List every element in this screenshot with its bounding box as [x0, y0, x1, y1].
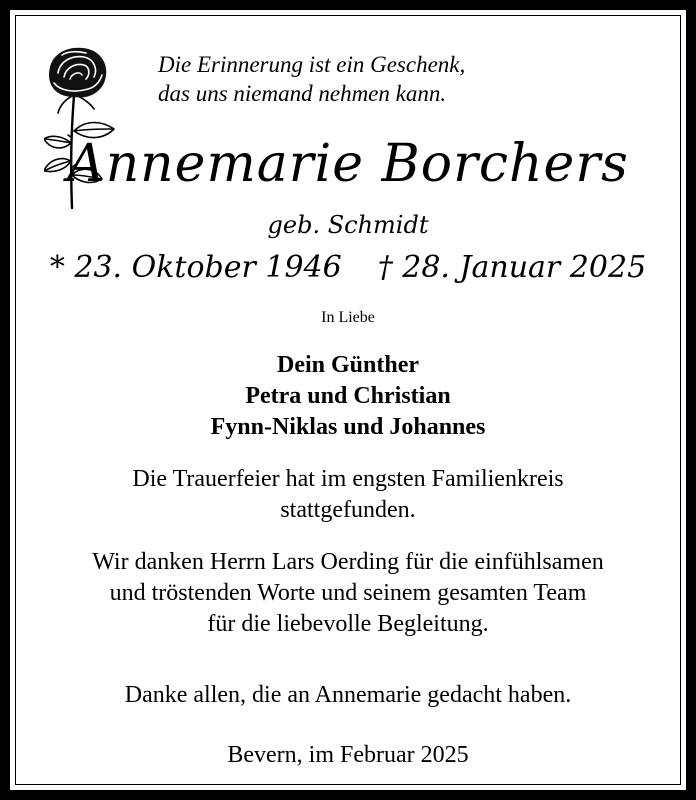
in-love-label: In Liebe [321, 309, 375, 326]
text-line: stattgefunden. [280, 497, 416, 523]
text-line: Die Trauerfeier hat im engsten Familienkreis [132, 466, 564, 492]
place-date: Bevern, im Februar 2025 [227, 742, 469, 768]
text-line: für die liebevolle Begleitung. [207, 611, 489, 637]
deceased-name: Annemarie Borchers [67, 134, 629, 194]
family-member: Dein Günther [276, 352, 419, 378]
thanks-all-text: Danke allen, die an Annemarie gedacht haben. [124, 682, 572, 708]
family-member: Petra und Christian [245, 383, 451, 409]
text-line: Wir danken Herrn Lars Oerding für die einfühlsamen [92, 549, 604, 575]
maiden-name: geb. Schmidt [267, 211, 429, 239]
family-list [10, 350, 686, 443]
memorial-quote [158, 50, 558, 108]
life-dates [10, 248, 686, 288]
quote-line: Die Erinnerung ist ein Geschenk, [158, 52, 466, 77]
thanks-text [10, 547, 686, 640]
birth-date: * 23. Oktober 1946 [49, 250, 342, 285]
text-line: und tröstenden Worte und seinem gesamten Team [109, 580, 587, 606]
family-member: Fynn-Niklas und Johannes [210, 414, 486, 440]
death-date: † 28. Januar 2025 [377, 250, 647, 285]
quote-line: das uns niemand nehmen kann. [158, 81, 447, 106]
funeral-text [10, 464, 686, 526]
